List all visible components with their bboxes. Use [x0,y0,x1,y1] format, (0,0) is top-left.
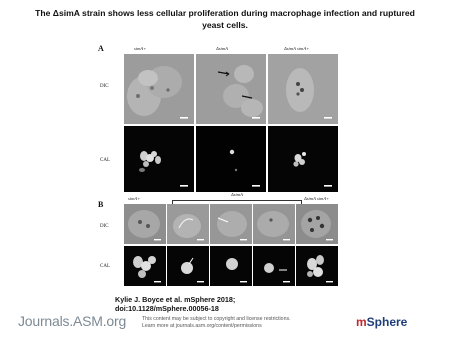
panel-b-cal-4-image [253,246,295,286]
copyright-line-1: This content may be subject to copyright and license restrictions. [142,316,291,322]
msphere-logo[interactable] [356,315,407,329]
panel-a-row-dic: DIC [100,84,109,89]
panel-b-row-cal: CAL [100,264,110,269]
msphere-logo-m: m [356,315,367,329]
citation-line-2: doi:10.1128/mSphere.00056-18 [115,304,219,313]
panel-b-dic-2-image [167,204,209,244]
panel-b-dic-3-image [210,204,252,244]
panel-b-cal-2-image [167,246,209,286]
panel-b-row-dic: DIC [100,224,109,229]
panel-a-col-2: ΔsimA [216,46,228,51]
panel-b-col-1: simA+ [128,196,141,201]
panel-a-cal-simA-image [124,126,194,192]
panel-b-dic-5-image [296,204,338,244]
panel-a-dic-simA-image [124,54,194,124]
panel-a-cal-deltasimA-image [196,126,266,192]
copyright-line-2[interactable]: Learn more at journals.asm.org/content/permissions [142,323,262,329]
panel-b-col-3: ΔsimA simA+ [304,196,330,201]
slide-title [0,7,450,31]
panel-b-cal-1-image [124,246,166,286]
copyright-notice [142,316,291,330]
panel-a-dic-complemented-image [268,54,338,124]
panel-a-label: A [98,44,104,53]
journals-asm-logo[interactable]: Journals.ASM.org [18,313,127,329]
title-line-1: The ΔsimA strain shows less cellular proliferation during macrophage infection and ruptured [35,8,415,18]
panel-a-cal-complemented-image [268,126,338,192]
panel-b-dic-4-image [253,204,295,244]
panel-b-dic-1-image [124,204,166,244]
microscopy-figure [98,44,351,290]
panel-a-col-1: simA+ [134,46,147,51]
panel-b-label: B [98,200,104,209]
footer-bar [0,308,450,338]
panel-b-cal-3-image [210,246,252,286]
panel-a-col-3: ΔsimA simA+ [284,46,310,51]
panel-b-cal-5-image [296,246,338,286]
msphere-logo-sphere: Sphere [366,315,408,329]
panel-a-row-cal: CAL [100,158,110,163]
panel-a-dic-deltasimA-image [196,54,266,124]
citation-line-1: Kylie J. Boyce et al. mSphere 2018; [115,295,236,304]
panel-b-col-2: ΔsimA [231,192,243,197]
title-line-2: yeast cells. [202,20,248,30]
